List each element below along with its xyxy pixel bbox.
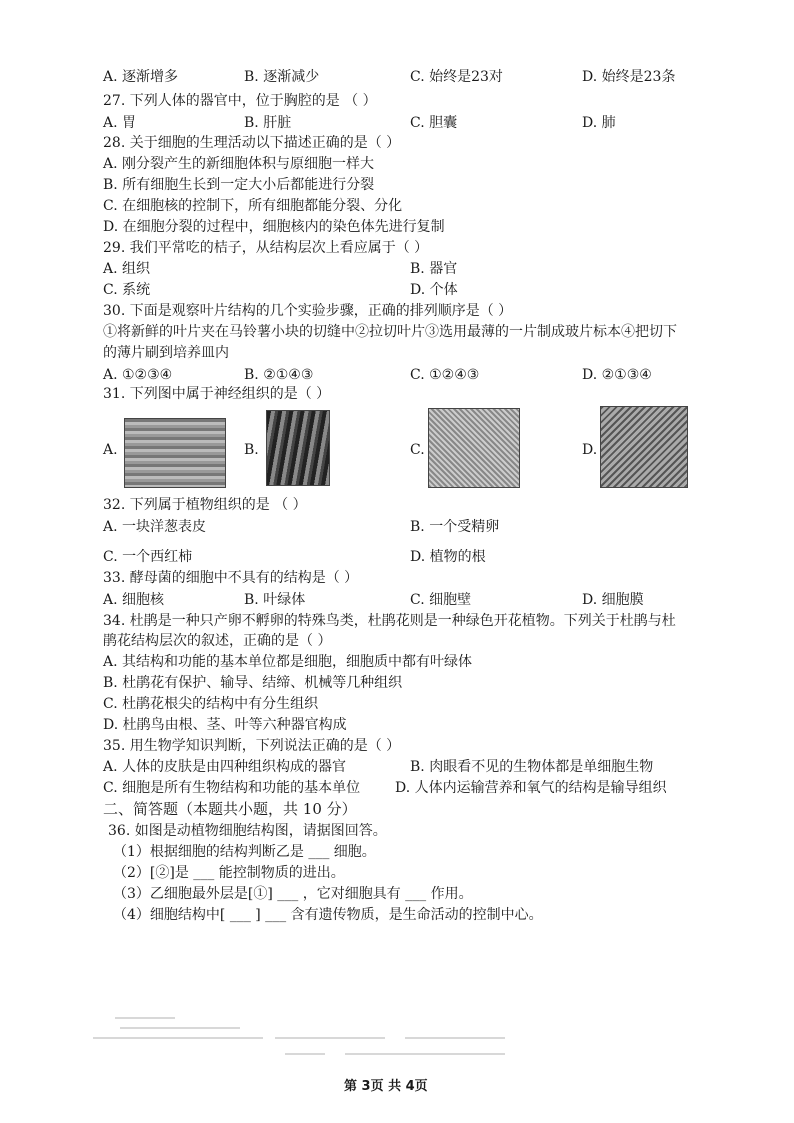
q32-option-c: C. 一个西红柿: [103, 549, 193, 565]
tissue-image-b: [266, 410, 330, 486]
q33-option-b: B. 叶绿体: [244, 592, 306, 608]
q29-stem: 29. 我们平常吃的桔子，从结构层次上看应属于（ ）: [103, 240, 429, 256]
tissue-image-d: [600, 406, 688, 488]
q32-option-d: D. 植物的根: [410, 549, 486, 565]
q32-stem: 32. 下列属于植物组织的是 （ ）: [103, 497, 307, 513]
q26-option-b: B. 逐渐减少: [244, 69, 320, 85]
bleed-through-artifact: [85, 1010, 535, 1065]
q26-option-a: A. 逐渐增多: [103, 69, 179, 85]
q33-option-a: A. 细胞核: [103, 592, 165, 608]
q36-part3: （3）乙细胞最外层是[①] ___ ，它对细胞具有 ___ 作用。: [113, 886, 473, 902]
q27-option-b: B. 肝脏: [244, 115, 292, 131]
q27-option-a: A. 胃: [103, 115, 137, 131]
q35-option-d: D. 人体内运输营养和氧气的结构是输导组织: [395, 780, 667, 796]
q35-option-c: C. 细胞是所有生物结构和功能的基本单位: [103, 780, 361, 796]
page-footer: 第 3页 共 4页: [344, 1079, 428, 1094]
q28-stem: 28. 关于细胞的生理活动以下描述正确的是（ ）: [103, 135, 401, 151]
q32-option-a: A. 一块洋葱表皮: [103, 519, 207, 535]
q29-option-d: D. 个体: [410, 282, 458, 298]
q34-option-b: B. 杜鹃花有保护、输导、结缔、机械等几种组织: [103, 675, 403, 691]
q29-option-b: B. 器官: [410, 261, 458, 277]
q30-steps-line2: 的薄片刷到培养皿内: [103, 345, 229, 361]
section-heading: 二、简答题（本题共小题，共 10 分）: [103, 800, 357, 818]
q35-stem: 35. 用生物学知识判断，下列说法正确的是（ ）: [103, 738, 401, 754]
q29-option-c: C. 系统: [103, 282, 151, 298]
q36-part2: （2）[②]是 ___ 能控制物质的进出。: [113, 865, 345, 881]
q35-option-b: B. 肉眼看不见的生物体都是单细胞生物: [410, 759, 654, 775]
q30-option-d: D. ②①③④: [582, 367, 652, 383]
q31-option-b: B.: [244, 442, 259, 458]
q31-option-a: A.: [103, 442, 118, 458]
q35-option-a: A. 人体的皮肤是由四种组织构成的器官: [103, 759, 347, 775]
q33-stem: 33. 酵母菌的细胞中不具有的结构是（ ）: [103, 570, 359, 586]
q34-option-d: D. 杜鹃鸟由根、茎、叶等六种器官构成: [103, 717, 347, 733]
q31-option-c: C.: [410, 442, 425, 458]
q36-stem: 36. 如图是动植物细胞结构图，请据图回答。: [108, 823, 387, 839]
q28-option-d: D. 在细胞分裂的过程中，细胞核内的染色体先进行复制: [103, 219, 445, 235]
q33-option-c: C. 细胞壁: [410, 592, 472, 608]
q32-option-b: B. 一个受精卵: [410, 519, 500, 535]
q34-option-a: A. 其结构和功能的基本单位都是细胞，细胞质中都有叶绿体: [103, 654, 473, 670]
q36-part4: （4）细胞结构中[ ___ ] ___ 含有遗传物质，是生命活动的控制中心。: [113, 907, 543, 923]
q34-option-c: C. 杜鹃花根尖的结构中有分生组织: [103, 696, 319, 712]
tissue-image-c: [428, 408, 520, 488]
q31-option-d: D.: [582, 442, 598, 458]
q30-option-c: C. ①②④③: [410, 367, 480, 383]
q30-option-b: B. ②①④③: [244, 367, 314, 383]
q28-option-c: C. 在细胞核的控制下，所有细胞都能分裂、分化: [103, 198, 403, 214]
q33-option-d: D. 细胞膜: [582, 592, 644, 608]
q27-stem: 27. 下列人体的器官中，位于胸腔的是 （ ）: [103, 93, 377, 109]
q26-option-d: D. 始终是23条: [582, 69, 676, 85]
q28-option-b: B. 所有细胞生长到一定大小后都能进行分裂: [103, 177, 375, 193]
q30-stem: 30. 下面是观察叶片结构的几个实验步骤，正确的排列顺序是（ ）: [103, 303, 513, 319]
q27-option-d: D. 肺: [582, 115, 616, 131]
q34-stem-line1: 34. 杜鹃是一种只产卵不孵卵的特殊鸟类，杜鹃花则是一种绿色开花植物。下列关于杜鹃与杜: [103, 613, 676, 629]
q28-option-a: A. 刚分裂产生的新细胞体积与原细胞一样大: [103, 156, 375, 172]
q26-option-c: C. 始终是23对: [410, 69, 503, 85]
q36-part1: （1）根据细胞的结构判断乙是 ___ 细胞。: [113, 844, 376, 860]
q29-option-a: A. 组织: [103, 261, 151, 277]
q31-stem: 31. 下列图中属于神经组织的是（ ）: [103, 386, 331, 402]
q27-option-c: C. 胆囊: [410, 115, 458, 131]
q34-stem-line2: 鹃花结构层次的叙述，正确的是（ ）: [103, 633, 332, 649]
q30-steps-line1: ①将新鲜的叶片夹在马铃薯小块的切缝中②拉切叶片③选用最薄的一片制成玻片标本④把切下: [103, 324, 677, 340]
q30-option-a: A. ①②③④: [103, 367, 173, 383]
tissue-image-a: [124, 418, 226, 488]
